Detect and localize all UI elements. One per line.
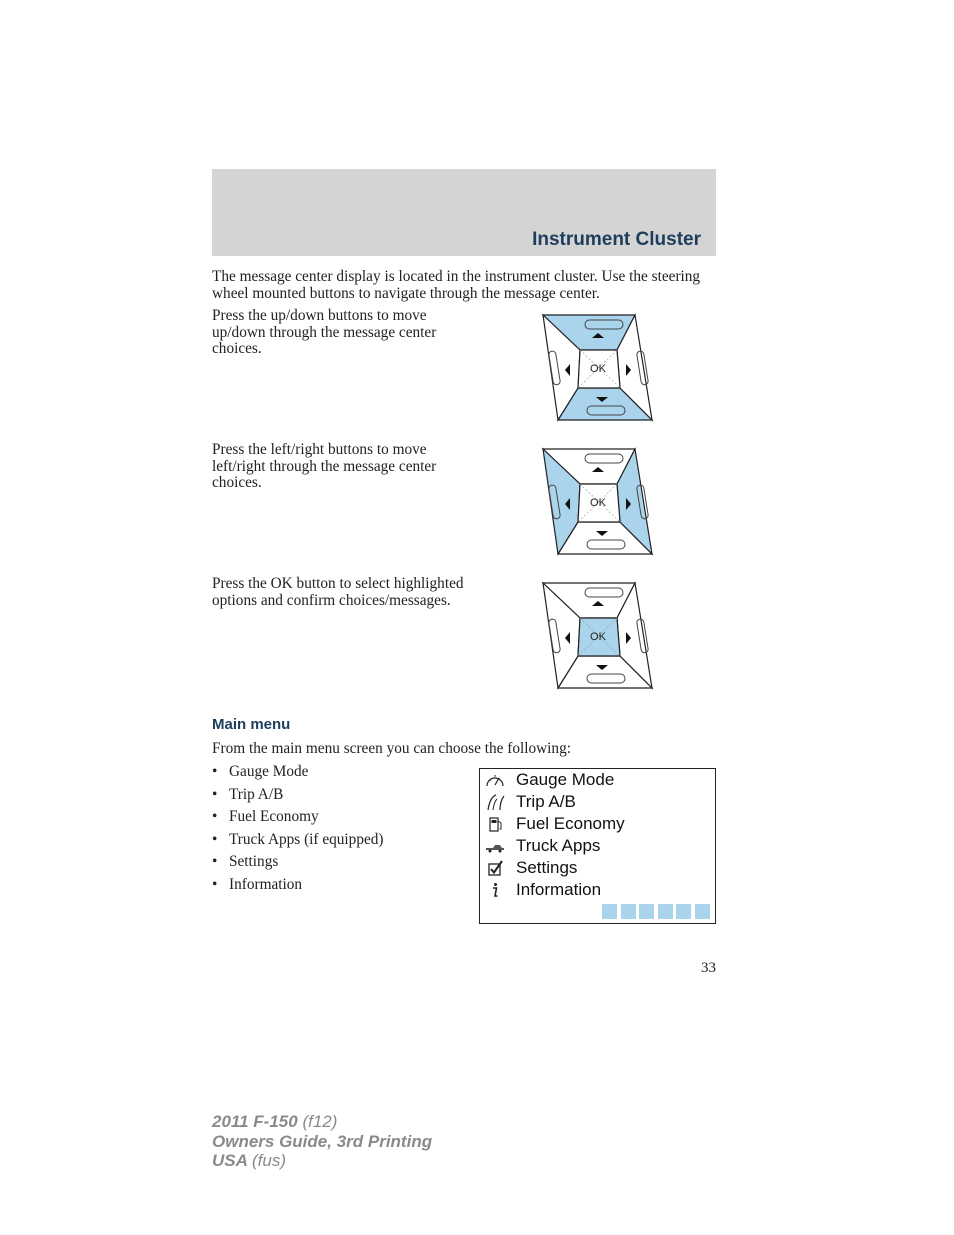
screen-item-truck-apps bbox=[480, 835, 715, 857]
pad-ok-label: OK bbox=[590, 631, 606, 643]
step-updown-text: Press the up/down buttons to move up/down through the message center choices. bbox=[212, 307, 437, 357]
screen-item-label: Settings bbox=[516, 858, 578, 877]
page-number: 33 bbox=[701, 960, 716, 976]
chapter-header-band bbox=[212, 169, 716, 256]
screen-item-gauge-mode bbox=[480, 769, 715, 791]
screen-item-fuel-economy bbox=[480, 813, 715, 835]
footer-line-region: USA (fus) bbox=[212, 1151, 286, 1170]
step-leftright-text: Press the left/right buttons to move left/right through the message center choices. bbox=[212, 441, 437, 491]
screen-item-information bbox=[480, 879, 715, 901]
list-item: • Settings bbox=[212, 853, 279, 871]
page-indicator-square bbox=[639, 904, 654, 919]
page-indicator-square bbox=[695, 904, 710, 919]
list-item: • Information bbox=[212, 875, 303, 893]
chapter-title: Instrument Cluster bbox=[532, 229, 701, 250]
screen-item-label: Information bbox=[516, 880, 602, 899]
page-indicator-square bbox=[658, 904, 673, 919]
list-item: • Fuel Economy bbox=[212, 808, 319, 826]
screen-item-label: Fuel Economy bbox=[516, 814, 625, 833]
truck-icon bbox=[484, 837, 506, 855]
footer-line-guide: Owners Guide, 3rd Printing bbox=[212, 1131, 433, 1151]
screen-item-settings bbox=[480, 857, 715, 879]
step-ok-text: Press the OK button to select highlighted options and confirm choices/messages. bbox=[212, 575, 464, 609]
steering-pad-leftright bbox=[540, 447, 656, 557]
checkbox-icon bbox=[484, 859, 506, 877]
info-icon bbox=[484, 881, 506, 899]
steering-pad-updown bbox=[540, 313, 656, 423]
list-item: • Truck Apps (if equipped) bbox=[212, 830, 384, 848]
pad-ok-label: OK bbox=[590, 363, 606, 375]
intro-paragraph: The message center display is located in the instrument cluster. Use the steering wheel mounted buttons to navigate through the message center. bbox=[212, 268, 701, 302]
gauge-icon bbox=[484, 771, 506, 789]
screen-item-label: Gauge Mode bbox=[516, 770, 615, 789]
main-menu-bullet-list bbox=[212, 762, 384, 898]
page-indicator-square bbox=[602, 904, 617, 919]
screen-item-trip bbox=[480, 791, 715, 813]
footer-line-model: 2011 F-150 (f12) bbox=[212, 1112, 338, 1131]
list-item: • Trip A/B bbox=[212, 785, 284, 803]
main-menu-intro: From the main menu screen you can choose the following: bbox=[212, 740, 571, 757]
screen-item-label: Trip A/B bbox=[516, 792, 576, 811]
message-center-screen bbox=[479, 768, 716, 924]
main-menu-heading: Main menu bbox=[212, 716, 291, 733]
page-indicator-square bbox=[621, 904, 636, 919]
fuel-pump-icon bbox=[484, 815, 506, 833]
pad-ok-label: OK bbox=[590, 497, 606, 509]
screen-page-indicators bbox=[602, 904, 714, 920]
page-indicator-square bbox=[676, 904, 691, 919]
document-footer bbox=[212, 1112, 432, 1171]
list-item: • Gauge Mode bbox=[212, 763, 309, 780]
trip-road-icon bbox=[484, 793, 506, 811]
screen-item-label: Truck Apps bbox=[516, 836, 601, 855]
steering-pad-ok bbox=[540, 581, 656, 691]
